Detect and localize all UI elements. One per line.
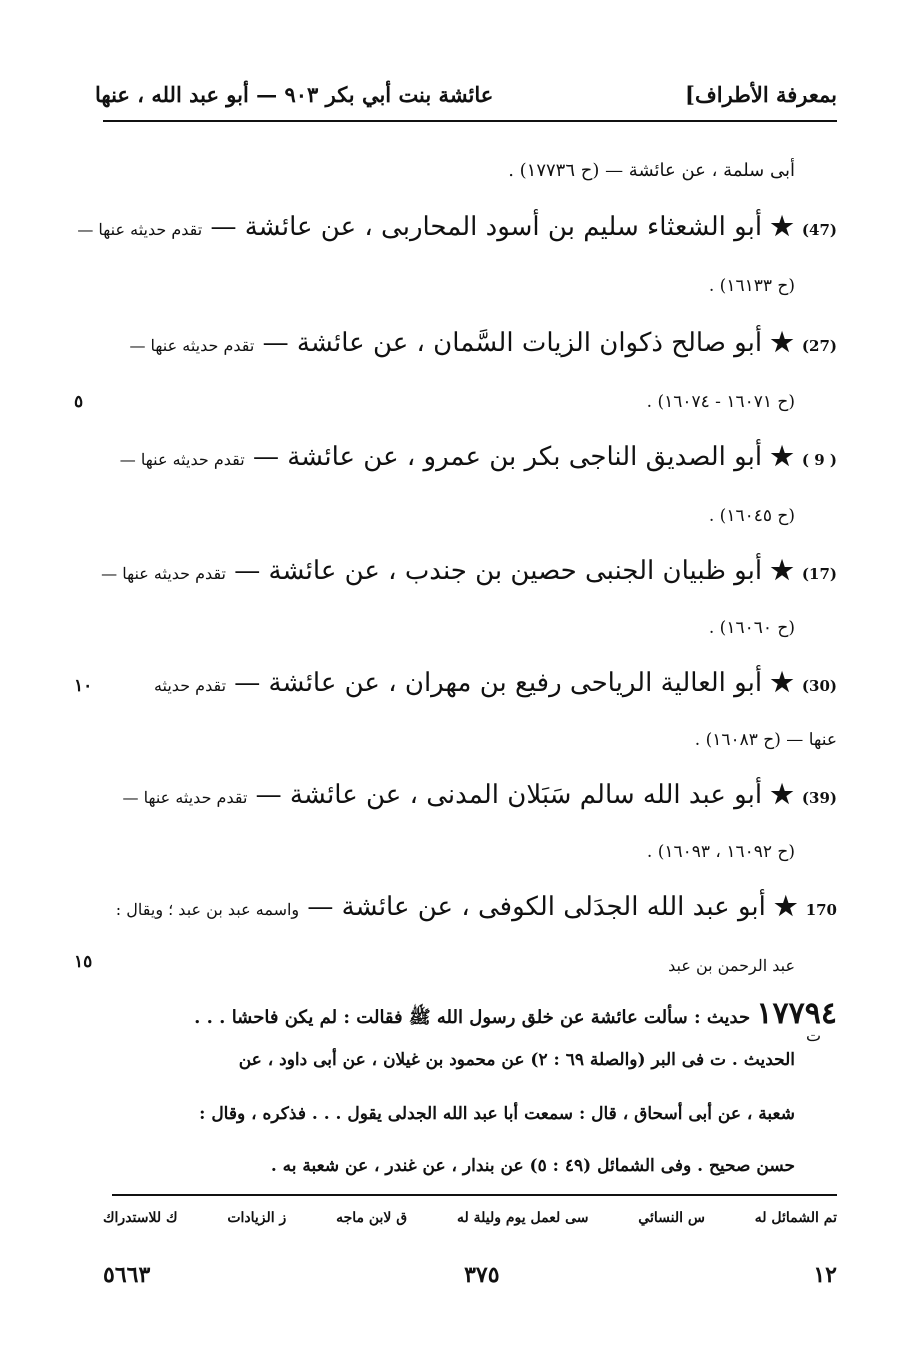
hadith-text: حديث : سألت عائشة عن خلق رسول الله ﷺ فقالت : لم يكن فاحشا . . . bbox=[194, 1007, 751, 1028]
hadith-line: حسن صحيح . وفى الشمائل (٤٩ : ٥) عن بندار ، عن غندر ، عن شعبة به . bbox=[270, 1156, 795, 1176]
star-marker: ★ bbox=[774, 892, 798, 922]
entry-number: (47) bbox=[801, 221, 837, 239]
running-header bbox=[95, 74, 837, 114]
narrator-name: أبو الشعثاء سليم بن أسود المحاربى ، عن عائشة — bbox=[210, 212, 763, 242]
text-line: عبد الرحمن بن عبد bbox=[668, 956, 795, 975]
narrator-entry bbox=[103, 328, 837, 358]
abbreviation: تم الشمائل له bbox=[754, 1210, 837, 1226]
narrator-entry bbox=[103, 442, 837, 472]
abbreviation: س النسائي bbox=[638, 1210, 705, 1226]
margin-line-number: ١٠ bbox=[74, 676, 93, 696]
narrator-name: أبو صالح ذكوان الزيات السَّمان ، عن عائشة — bbox=[262, 328, 763, 358]
reference-line: (ح ١٦١٣٣) . bbox=[708, 276, 795, 296]
reference-line: عنها — (ح ١٦٠٨٣) . bbox=[694, 730, 837, 750]
entry-number: 170 bbox=[805, 901, 837, 919]
star-marker: ★ bbox=[770, 212, 794, 242]
abbreviation: ق لابن ماجه bbox=[336, 1210, 408, 1226]
page-number: ٣٧٥ bbox=[464, 1262, 500, 1288]
narrator-name: أبو عبد الله سالم سَبَلان المدنى ، عن عائشة — bbox=[255, 780, 763, 810]
margin-line-number: ١٥ bbox=[74, 952, 93, 972]
reference-line: (ح ١٦٠٤٥) . bbox=[708, 506, 795, 526]
hadith-line: شعبة ، عن أبى أسحاق ، قال : سمعت أبا عبد الله الجدلى يقول . . . فذكره ، وقال : bbox=[199, 1104, 795, 1124]
header-right: بمعرفة الأطراف] bbox=[685, 81, 837, 107]
narrator-name: أبو الصديق الناجى بكر بن عمرو ، عن عائشة — bbox=[252, 442, 763, 472]
star-marker: ★ bbox=[770, 442, 794, 472]
entry-number: (17) bbox=[801, 565, 837, 583]
margin-line-number: ٥ bbox=[74, 392, 84, 412]
header-rule bbox=[103, 120, 837, 122]
volume-page-number: ١٢ bbox=[813, 1262, 837, 1288]
star-marker: ★ bbox=[770, 328, 794, 358]
sequence-number: ٥٦٦٣ bbox=[103, 1262, 151, 1288]
narrator-name: أبو ظبيان الجنبى حصين بن جندب ، عن عائشة — bbox=[234, 556, 763, 586]
hadith-number: ١٧٧٩٤ bbox=[756, 996, 837, 1031]
entry-note: تقدم حديثه عنها — bbox=[101, 564, 226, 583]
entry-note: تقدم حديثه عنها — bbox=[129, 336, 255, 355]
hadith-sub-marker: ت bbox=[806, 1026, 822, 1045]
abbreviation-key bbox=[103, 1210, 837, 1226]
narrator-name: أبو العالية الرياحى رفيع بن مهران ، عن عائشة — bbox=[234, 668, 763, 698]
entry-number: ( 9 ) bbox=[801, 451, 837, 469]
abbreviation: سى لعمل يوم وليلة له bbox=[456, 1210, 589, 1226]
hadith-line bbox=[103, 996, 837, 1032]
narrator-entry bbox=[103, 892, 837, 922]
text-line: أبى سلمة ، عن عائشة — (ح ١٧٧٣٦) . bbox=[508, 160, 795, 181]
page-number-row bbox=[103, 1262, 837, 1288]
abbreviation: ك للاستدراك bbox=[103, 1210, 178, 1226]
hadith-line: الحديث . ت فى البر (والصلة ٦٩ : ٢) عن محمود بن غيلان ، عن أبى داود ، عن bbox=[238, 1050, 795, 1070]
entry-number: (30) bbox=[801, 677, 837, 695]
narrator-name: أبو عبد الله الجدَلى الكوفى ، عن عائشة — bbox=[307, 892, 766, 922]
entry-note: تقدم حديثه عنها — bbox=[122, 788, 248, 807]
star-marker: ★ bbox=[770, 556, 794, 586]
entry-number: (39) bbox=[801, 789, 837, 807]
narrator-entry bbox=[103, 556, 837, 586]
entry-note: واسمه عبد بن عبد ؛ ويقال : bbox=[115, 900, 300, 919]
reference-line: (ح ١٦٠٩٢ ، ١٦٠٩٣) . bbox=[646, 842, 795, 862]
star-marker: ★ bbox=[770, 668, 794, 698]
narrator-entry bbox=[103, 668, 837, 698]
reference-line: (ح ١٦٠٦٠) . bbox=[708, 618, 795, 638]
abbreviation: ز الزيادات bbox=[227, 1210, 287, 1226]
entry-note: تقدم حديثه عنها — bbox=[119, 450, 245, 469]
entry-number: (27) bbox=[801, 337, 837, 355]
entry-note: تقدم حديثه عنها — bbox=[77, 220, 203, 239]
entry-note: تقدم حديثه bbox=[153, 676, 227, 695]
header-center: عائشة بنت أبي بكر ٩٠٣ — أبو عبد الله ، عنها bbox=[95, 81, 494, 107]
narrator-entry bbox=[103, 780, 837, 810]
reference-line: (ح ١٦٠٧١ - ١٦٠٧٤) . bbox=[646, 392, 795, 412]
narrator-entry bbox=[77, 212, 837, 242]
footer-rule bbox=[112, 1194, 837, 1196]
star-marker: ★ bbox=[770, 780, 794, 810]
